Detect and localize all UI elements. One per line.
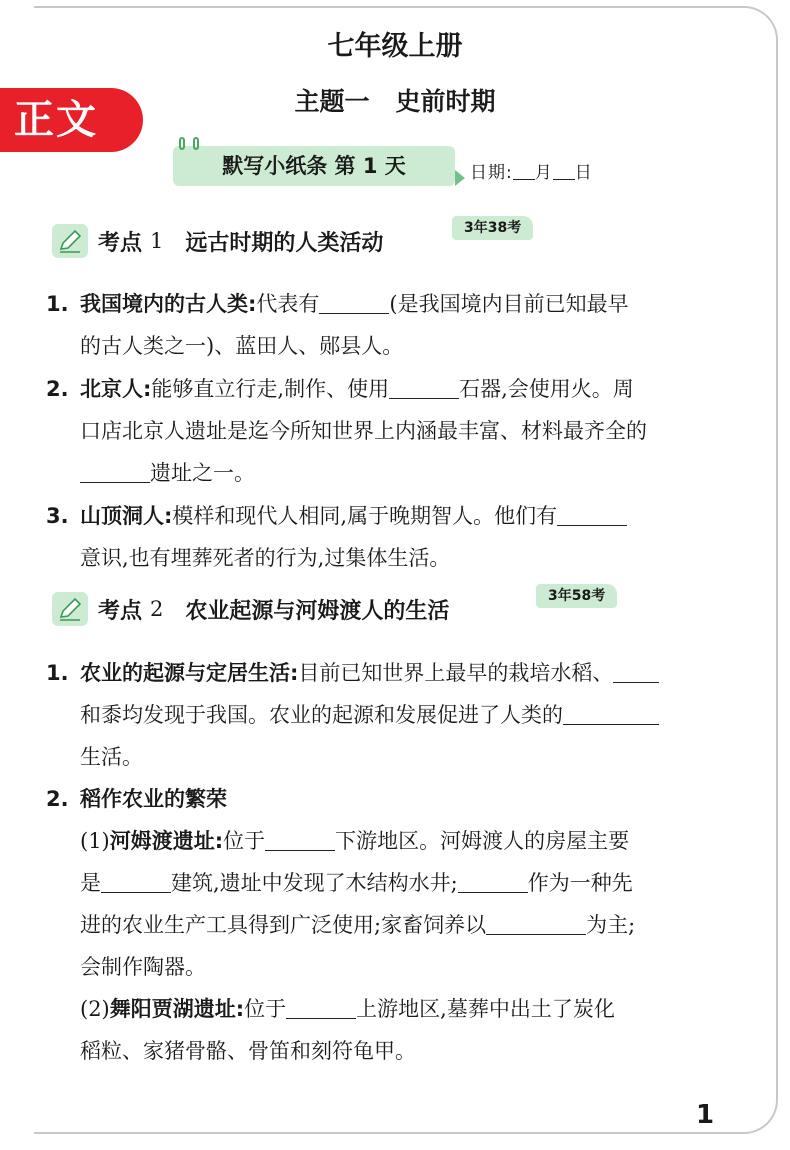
theme-number: 主题一 xyxy=(294,87,370,116)
item-lead: 山顶洞人: xyxy=(80,504,173,528)
sub-index: (2) xyxy=(80,997,110,1021)
sub-lead: 河姆渡遗址: xyxy=(109,829,224,853)
frequency-tag: 3年58考 xyxy=(536,584,617,608)
item-text: 遗址之一。 xyxy=(150,461,255,485)
book-title: 七年级上册 xyxy=(327,31,463,62)
item-2-2 xyxy=(46,778,736,1072)
item-lead: 农业的起源与定居生活: xyxy=(80,661,299,685)
item-text: 上游地区,墓葬中出土了炭化 xyxy=(356,997,615,1021)
sub-lead: 舞阳贾湖遗址: xyxy=(109,997,245,1021)
item-text: 的古人类之一)、蓝田人、郧县人。 xyxy=(80,334,404,358)
month-label: 月 xyxy=(534,163,553,183)
item-text: 石器,会使用火。周 xyxy=(459,377,634,401)
kaodian-2-heading xyxy=(52,590,449,628)
month-blank[interactable] xyxy=(513,163,535,180)
item-text: 代表有 xyxy=(256,292,320,316)
answer-blank[interactable] xyxy=(286,998,356,1019)
answer-blank[interactable] xyxy=(265,830,335,851)
item-text: (是我国境内目前已知最早 xyxy=(389,292,629,316)
note-tag-label: 默写小纸条 第 1 天 xyxy=(222,154,406,178)
item-text: 能够直立行走,制作、使用 xyxy=(151,377,390,401)
frequency-tag: 3年38考 xyxy=(452,216,533,240)
item-text: 为主; xyxy=(586,913,636,937)
kaodian-title: 农业起源与河姆渡人的生活 xyxy=(185,598,450,624)
item-1-1 xyxy=(46,283,736,367)
item-text: 作为一种先 xyxy=(527,871,633,895)
item-text: 是 xyxy=(80,871,101,895)
section-badge: 正文 xyxy=(0,88,143,152)
pencil-icon xyxy=(52,224,88,258)
item-1-2 xyxy=(46,368,736,494)
day-label: 日 xyxy=(574,163,593,183)
item-text: 进的农业生产工具得到广泛使用;家畜饲养以 xyxy=(80,913,487,937)
item-text: 下游地区。河姆渡人的房屋主要 xyxy=(335,829,630,853)
item-number: 3. xyxy=(46,504,69,528)
item-lead: 稻作农业的繁荣 xyxy=(80,787,227,811)
date-label: 日期: xyxy=(470,163,513,183)
item-number: 1. xyxy=(46,661,69,685)
item-text: 意识,也有埋葬死者的行为,过集体生活。 xyxy=(80,546,451,570)
item-1-3 xyxy=(46,495,736,579)
dictation-note-tag xyxy=(173,146,455,186)
answer-blank[interactable] xyxy=(101,872,171,893)
answer-blank[interactable] xyxy=(613,662,659,683)
item-text: 会制作陶器。 xyxy=(80,955,206,979)
kaodian-number: 1 xyxy=(150,229,164,253)
item-text: 建筑,遗址中发现了木结构水井; xyxy=(171,871,458,895)
item-text: 生活。 xyxy=(80,745,143,769)
item-text: 稻粒、家猪骨骼、骨笛和刻符龟甲。 xyxy=(80,1039,416,1063)
answer-blank[interactable] xyxy=(80,462,150,483)
item-number: 1. xyxy=(46,292,69,316)
page-number: 1 xyxy=(696,1100,715,1130)
kaodian-title: 远古时期的人类活动 xyxy=(185,230,384,256)
clip-icon xyxy=(179,137,185,150)
item-number: 2. xyxy=(46,787,69,811)
item-text: 位于 xyxy=(223,829,266,853)
answer-blank[interactable] xyxy=(458,872,528,893)
answer-blank[interactable] xyxy=(486,914,586,935)
item-2-1 xyxy=(46,652,736,778)
theme-name: 史前时期 xyxy=(395,87,496,116)
answer-blank[interactable] xyxy=(319,293,389,314)
item-text: 和黍均发现于我国。农业的起源和发展促进了人类的 xyxy=(80,703,563,727)
kaodian-label: 考点 xyxy=(98,230,143,256)
item-number: 2. xyxy=(46,377,69,401)
kaodian-label: 考点 xyxy=(98,598,143,624)
pencil-icon xyxy=(52,592,88,626)
item-text: 目前已知世界上最早的栽培水稻、 xyxy=(298,661,614,685)
date-field xyxy=(470,158,593,183)
item-lead: 北京人: xyxy=(80,377,152,401)
item-text: 模样和现代人相同,属于晚期智人。他们有 xyxy=(172,504,558,528)
item-text: 口店北京人遗址是迄今所知世界上内涵最丰富、材料最齐全的 xyxy=(80,419,647,443)
answer-blank[interactable] xyxy=(563,704,659,725)
kaodian-number: 2 xyxy=(150,597,164,621)
kaodian-1-heading xyxy=(52,222,383,260)
answer-blank[interactable] xyxy=(389,378,459,399)
sub-index: (1) xyxy=(80,829,110,853)
item-text: 位于 xyxy=(244,997,287,1021)
item-lead: 我国境内的古人类: xyxy=(80,292,257,316)
clip-icon xyxy=(193,137,199,150)
day-blank[interactable] xyxy=(553,163,575,180)
answer-blank[interactable] xyxy=(557,505,627,526)
